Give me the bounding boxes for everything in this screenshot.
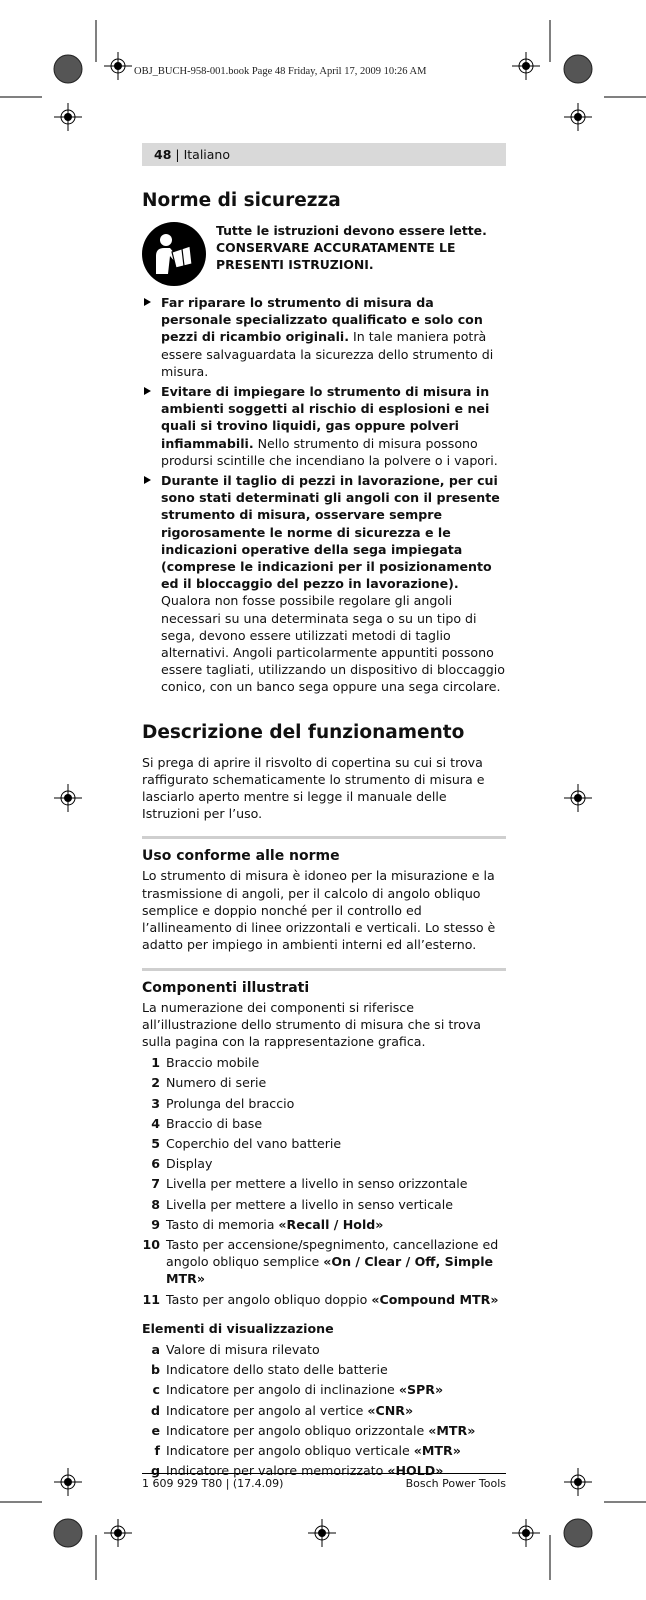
- list-item: 4 Braccio di base: [151, 1115, 263, 1131]
- bullet-triangle-icon: [144, 476, 151, 484]
- list-item: e Indicatore per angolo obliquo orizzontale «MTR»: [151, 1422, 476, 1438]
- description-intro: Si prega di aprire il risvolto di copertina su cui si trova raffigurato schematicamente lo strumento di misura e lasciarlo aperto mentre si legge il manuale delle Istruzioni per l’uso.: [142, 754, 485, 822]
- print-header: OBJ_BUCH-958-001.book Page 48 Friday, April 17, 2009 10:26 AM: [134, 66, 427, 77]
- page-footer: [142, 1473, 506, 1490]
- use-text: Lo strumento di misura è idoneo per la misurazione e la trasmissione di angoli, per il calcolo di angolo obliquo semplice e doppio nonché per il controllo ed l’allineamento di linee orizzontali e verticali. Lo stesso è adatto per impiego in ambienti interni ed all’esterno.: [142, 868, 496, 953]
- list-item: 6 Display: [151, 1156, 213, 1172]
- main-content: [142, 190, 506, 1482]
- warning-item: Far riparare lo strumento di misura da personale specializzato qualificato e solo con pezzi di ricambio originali. In tale maniera potrà essere salvaguardata la sicurezza dello strumento di misura.: [142, 294, 506, 380]
- components-title: Componenti illustrati: [142, 979, 310, 996]
- list-item: 8 Livella per mettere a livello in senso verticale: [151, 1196, 454, 1212]
- page-number: 48: [154, 147, 172, 162]
- page-header: [142, 143, 506, 166]
- display-elements-title: Elementi di visualizzazione: [142, 1320, 334, 1336]
- warning-item: Durante il taglio di pezzi in lavorazione, per cui sono stati determinati gli angoli con il presente strumento di misura, osservare sempre rigorosamente le norme di sicurezza e le indicazioni operative della sega impiegata (comprese le indicazioni per il posizionamento ed il bloccaggio del pezzo in lavorazione). Qualora non fosse possibile regolare gli angoli necessari su una determinata sega o su un tipo di sega, devono essere utilizzati metodi di taglio alternativi. Angoli particolarmente appuntiti possono essere tagliati, utilizzando un dispositivo di bloccaggio conico, con un banco sega oppure una sega circolare.: [142, 472, 506, 696]
- warning-item: Evitare di impiegare lo strumento di misura in ambienti soggetti al rischio di esplosioni e nei quali si trovino liquidi, gas oppure polveri infiammabili. Nello strumento di misura possono prodursi scintille che incendiano la polvere o i vapori.: [142, 383, 506, 469]
- list-item: 3 Prolunga del braccio: [151, 1095, 295, 1111]
- list-item: 11 Tasto per angolo obliquo doppio «Compound MTR»: [142, 1291, 499, 1307]
- list-item: f Indicatore per angolo obliquo verticale «MTR»: [154, 1442, 461, 1458]
- list-item: 1 Braccio mobile: [151, 1055, 260, 1071]
- display-element-list: [142, 1341, 506, 1479]
- section-divider: [142, 968, 506, 971]
- footer-brand: Bosch Power Tools: [405, 1477, 506, 1490]
- bullet-triangle-icon: [144, 298, 151, 306]
- list-item: a Valore di misura rilevato: [151, 1341, 320, 1357]
- component-list: [142, 1054, 506, 1308]
- list-item: 5 Coperchio del vano batterie: [151, 1135, 342, 1151]
- bullet-triangle-icon: [144, 387, 151, 395]
- read-manual-icon: [142, 222, 206, 286]
- list-item: 9 Tasto di memoria «Recall / Hold»: [151, 1216, 384, 1232]
- section-divider: [142, 836, 506, 839]
- use-title: Uso conforme alle norme: [142, 848, 340, 865]
- page-header-separator: |: [171, 147, 184, 162]
- components-intro: La numerazione dei componenti si riferisce all’illustrazione dello strumento di misura che si trova sulla pagina con la rappresentazione grafica.: [142, 999, 482, 1049]
- list-item: 10 Tasto per accensione/spegnimento, cancellazione ed angolo obliquo semplice «On / Clear / Off, Simple MTR»: [142, 1236, 499, 1287]
- footer-doc-id: 1 609 929 T80 | (17.4.09): [142, 1477, 284, 1490]
- warning-list: [142, 294, 506, 696]
- list-item: d Indicatore per angolo al vertice «CNR»: [150, 1402, 414, 1418]
- page-language: Italiano: [183, 147, 231, 162]
- list-item: c Indicatore per angolo di inclinazione «SPR»: [152, 1382, 444, 1398]
- list-item: 7 Livella per mettere a livello in senso orizzontale: [151, 1176, 468, 1192]
- list-item: b Indicatore dello stato delle batterie: [150, 1362, 388, 1378]
- list-item: 2 Numero di serie: [151, 1075, 267, 1091]
- safety-title: Norme di sicurezza: [142, 190, 341, 211]
- safety-notice: [142, 222, 506, 286]
- list-item: g Indicatore per valore memorizzato «HOLD»: [150, 1463, 444, 1479]
- safety-intro: Tutte le istruzioni devono essere lette. CONSERVARE ACCURATAMENTE LE PRESENTI ISTRUZIONI.: [216, 223, 487, 272]
- description-title: Descrizione del funzionamento: [142, 721, 465, 743]
